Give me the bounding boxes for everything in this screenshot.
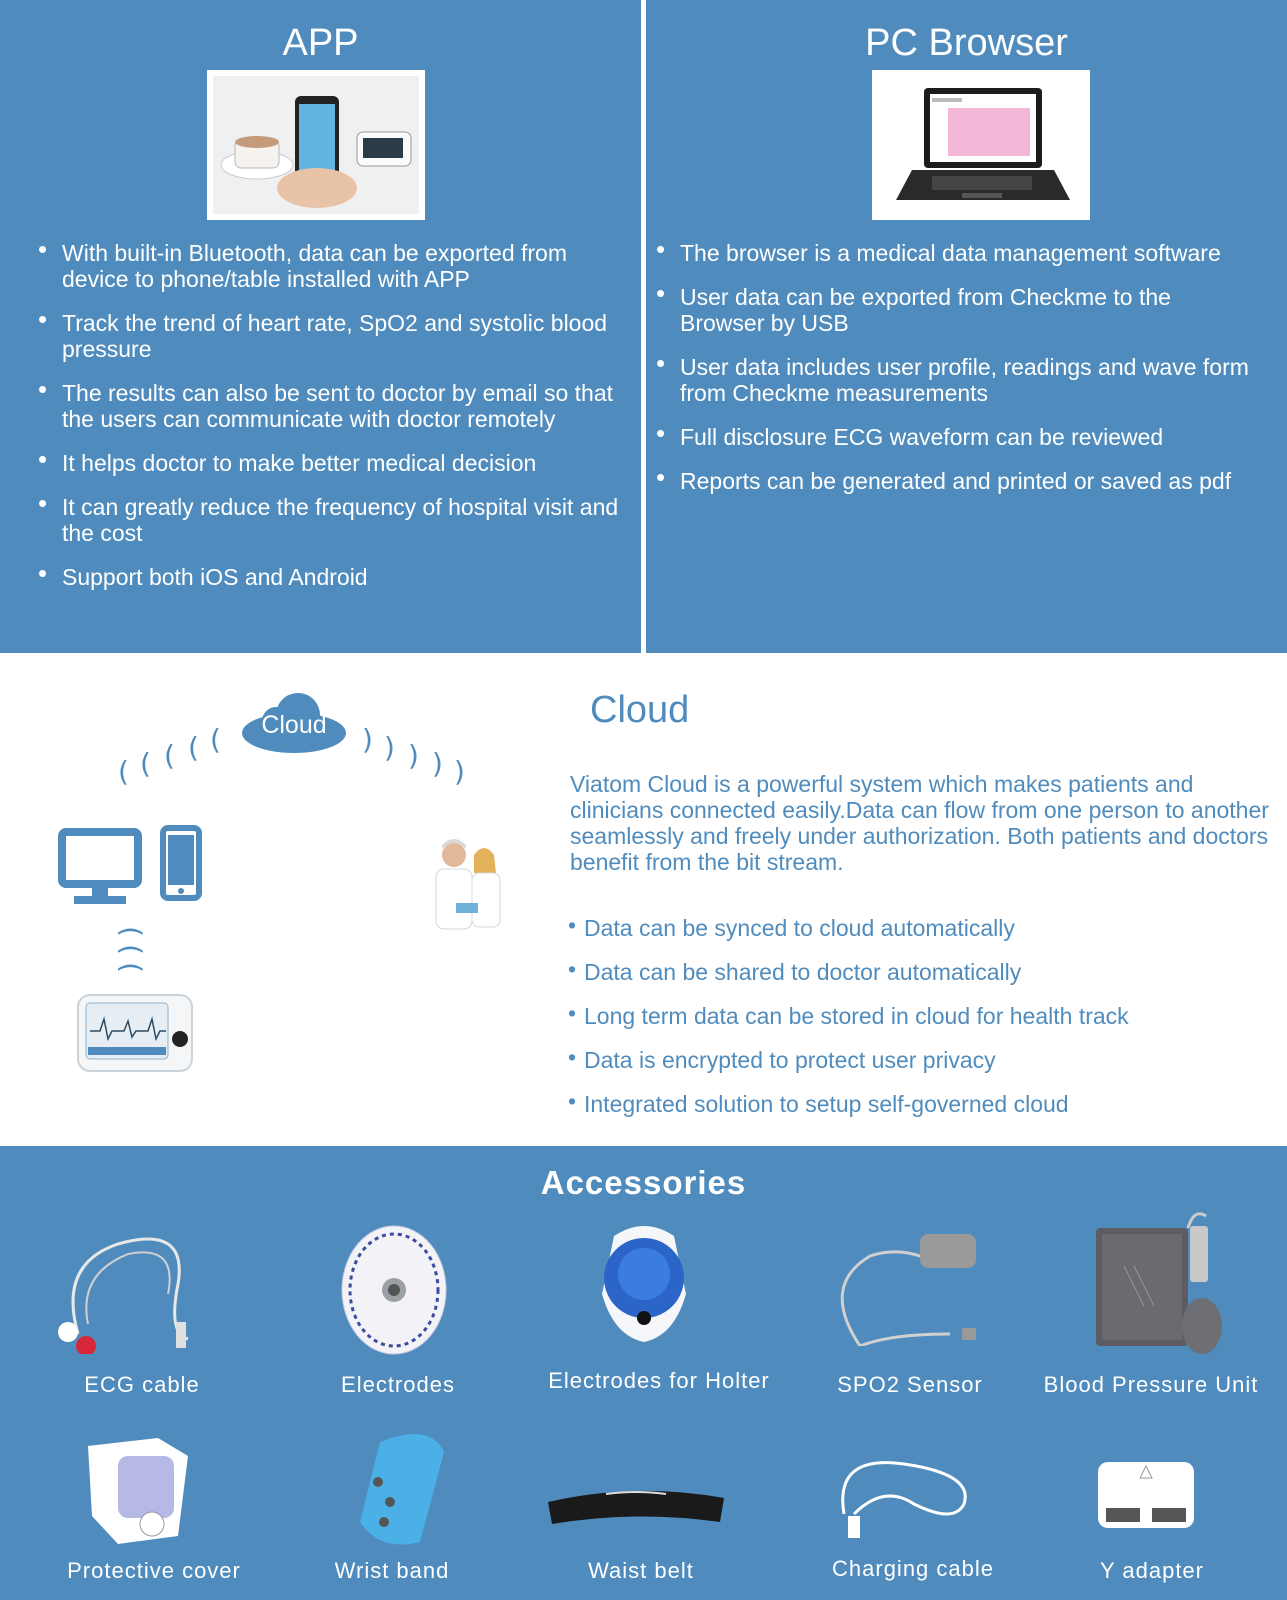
checkme-device-icon [76, 993, 194, 1073]
app-bullet-list [38, 240, 628, 608]
y-adapter-icon [1096, 1452, 1196, 1532]
list-item: • Full disclosure ECG waveform can be reviewed [656, 424, 1256, 450]
waist-belt-icon [546, 1472, 726, 1532]
accessory-label-blood-pressure: Blood Pressure Unit [1043, 1372, 1259, 1397]
doctors-image [414, 833, 514, 933]
list-item: • Data can be shared to doctor automatically [568, 959, 1129, 985]
phone-in-hand-icon [207, 70, 425, 220]
pc-browser-panel [646, 0, 1287, 653]
accessory-label-charging-cable: Charging cable [832, 1556, 994, 1581]
list-item: • Data is encrypted to protect user privacy [568, 1047, 1129, 1073]
list-item: • It can greatly reduce the frequency of hospital visit and the cost [38, 494, 628, 546]
phone-icon [160, 825, 202, 901]
spo2-sensor-icon [830, 1226, 990, 1346]
accessory-label-wrist-band: Wrist band [334, 1558, 450, 1583]
list-item: • User data includes user profile, readings and wave form from Checkme measurements [656, 354, 1256, 406]
list-item: • Integrated solution to setup self-governed cloud [568, 1091, 1129, 1117]
accessory-label-y-adapter: Y adapter [1099, 1558, 1205, 1583]
accessory-label-holter-electrodes: Electrodes for Holter [548, 1368, 770, 1393]
laptop-icon [872, 70, 1090, 220]
list-item: • It helps doctor to make better medical decision [38, 450, 628, 476]
pc-bullet-list [656, 240, 1256, 512]
electrodes-icon [340, 1224, 448, 1356]
list-item: • With built-in Bluetooth, data can be exported from device to phone/table installed with APP [38, 240, 628, 292]
list-item: • The browser is a medical data management software [656, 240, 1256, 266]
pc-title: PC Browser [865, 22, 1068, 64]
list-item: • Long term data can be stored in cloud for health track [568, 1003, 1129, 1029]
pc-photo [872, 70, 1090, 220]
accessory-label-protective-cover: Protective cover [67, 1558, 241, 1583]
accessory-label-electrodes: Electrodes [341, 1372, 455, 1397]
list-item: • Support both iOS and Android [38, 564, 628, 590]
app-panel [0, 0, 641, 653]
cloud-icon-label: Cloud [261, 711, 327, 739]
accessory-label-ecg-cable: ECG cable [84, 1372, 200, 1397]
accessories-title: Accessories [540, 1164, 747, 1201]
list-item: • Data can be synced to cloud automatically [568, 915, 1129, 941]
cloud-description: Viatom Cloud is a powerful system which makes patients and clinicians connected easily.Data can flow from one person to another seamlessly and freely under authorization. Both patients and doctors benefit from the bit stream. [570, 771, 1269, 875]
accessories-panel [0, 1146, 1287, 1600]
cloud-icon [240, 691, 348, 753]
wrist-band-icon [350, 1432, 450, 1552]
accessory-label-spo2-sensor: SPO2 Sensor [837, 1372, 983, 1397]
monitor-icon [58, 828, 142, 908]
list-item: • User data can be exported from Checkme to the Browser by USB [656, 284, 1256, 336]
protective-cover-icon [78, 1436, 198, 1546]
list-item: • Reports can be generated and printed or saved as pdf [656, 468, 1256, 494]
accessory-label-waist-belt: Waist belt [588, 1558, 694, 1583]
list-item: • The results can also be sent to doctor by email so that the users can communicate with doctor remotely [38, 380, 628, 432]
app-title: APP [282, 22, 359, 64]
holter-electrode-icon [594, 1216, 694, 1346]
app-photo [207, 70, 425, 220]
cloud-section: Cloud ( ( ( ( ( ) ) ) ) ) ) ) ) Cloud Viatom Cloud is a powerful system which makes patients and clinicians connected easily.Data can flow from one person to another seamlessly and freely under authorization. Both patients and doctors benefit from the bit stream. • Data can be synced to cloud automatically • Data can be shared to doctor automatically • Long term data can be stored in cloud for health track • Data is encrypted to protect user privacy • Integrated solution to setup self-governed cloud [0, 653, 1287, 1146]
list-item: • Track the trend of heart rate, SpO2 and systolic blood pressure [38, 310, 628, 362]
blood-pressure-icon [1094, 1206, 1244, 1356]
cloud-title: Cloud [590, 689, 690, 731]
ecg-cable-icon [48, 1224, 198, 1354]
cloud-bullet-list [568, 915, 1129, 1135]
charging-cable-icon [824, 1444, 984, 1544]
